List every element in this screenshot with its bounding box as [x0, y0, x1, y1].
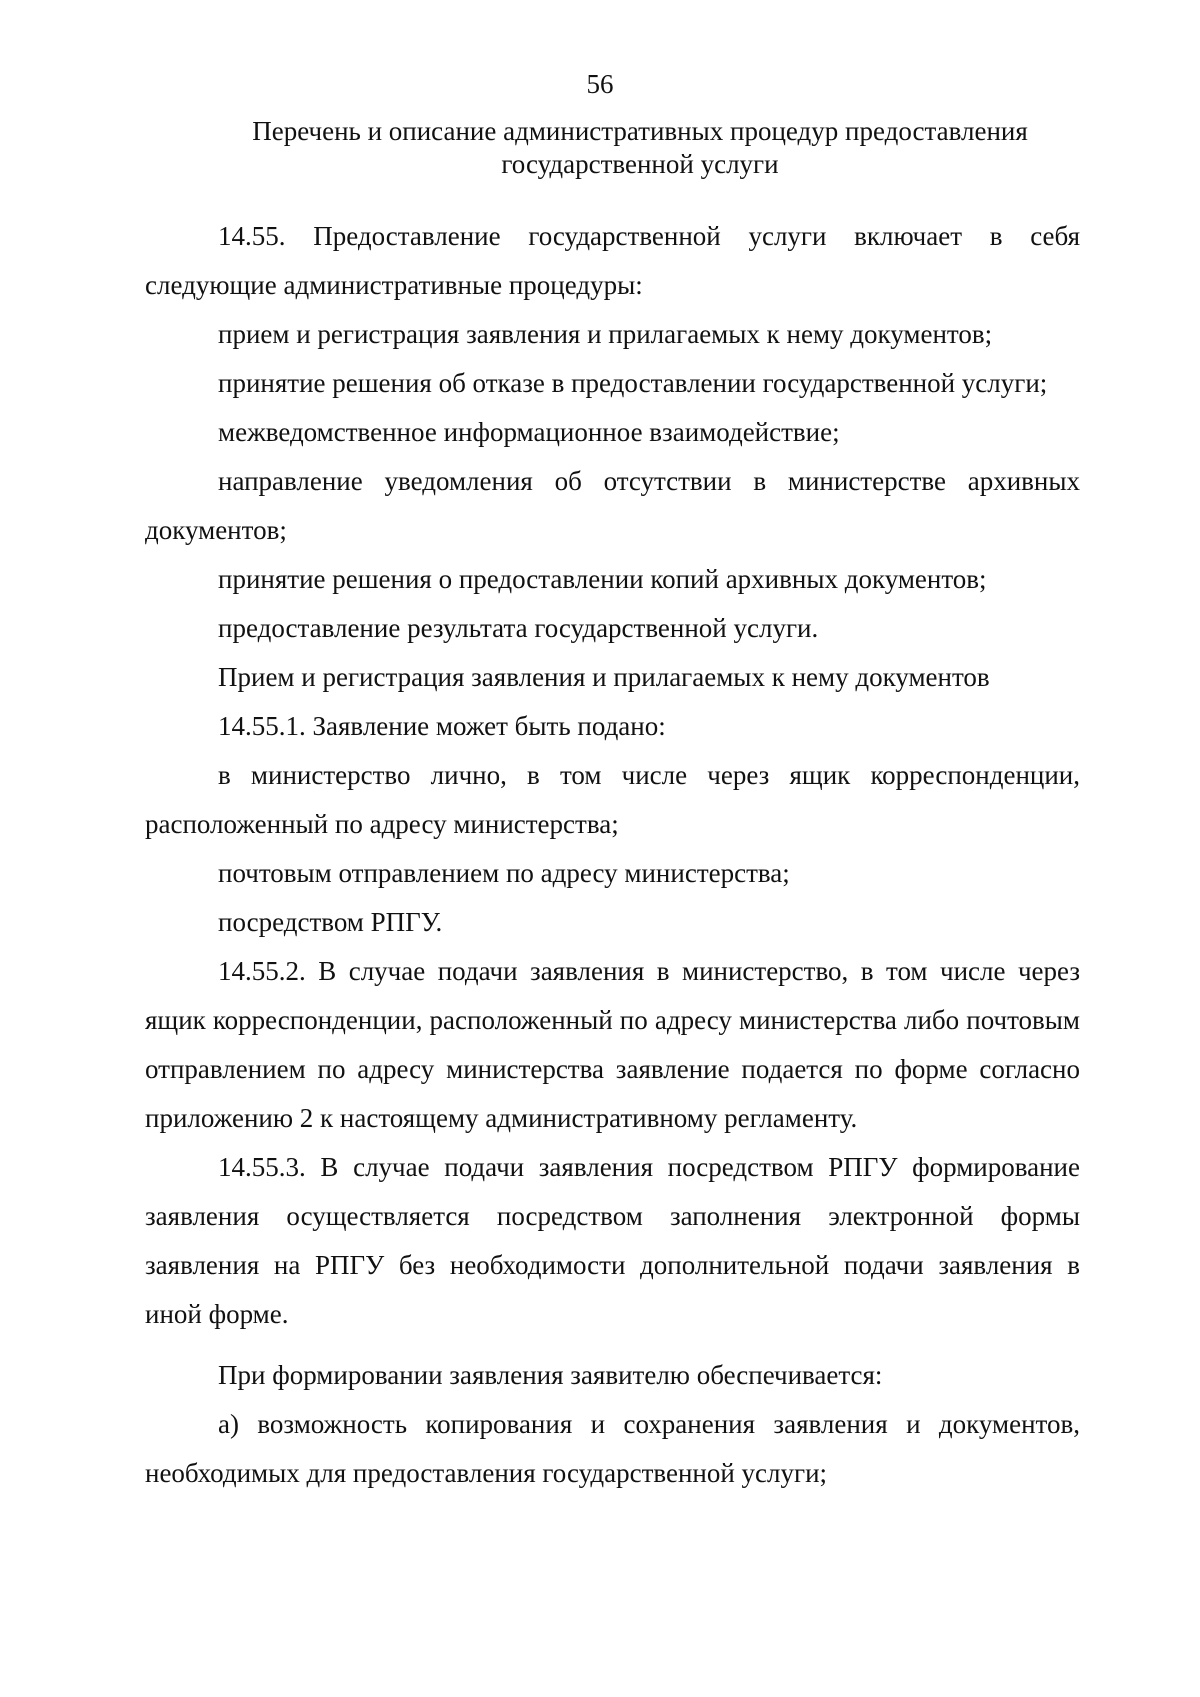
list-item-submission: почтовым отправлением по адресу министерства; [218, 858, 790, 888]
list-item-a: а) возможность копирования и сохранения заявления и документов, необходимых для предоставления государственной услуги; [145, 1409, 1080, 1488]
list-item-procedure: предоставление результата государственной услуги. [218, 613, 819, 643]
section-heading: Перечень и описание административных процедур предоставления государственной услуги [252, 116, 1028, 179]
page-number: 56 [586, 69, 614, 99]
paragraph-14-55-1: 14.55.1. Заявление может быть подано: [218, 711, 666, 741]
list-item-procedure: межведомственное информационное взаимодействие; [218, 417, 840, 447]
list-item-procedure: принятие решения о предоставлении копий архивных документов; [218, 564, 987, 594]
list-item-procedure: принятие решения об отказе в предоставлении государственной услуги; [218, 368, 1048, 398]
paragraph-14-55-3: 14.55.3. В случае подачи заявления посредством РПГУ формирование заявления осуществляется посредством заполнения электронной формы заявления на РПГУ без необходимости дополнительной подачи заявления в иной форме. [145, 1152, 1080, 1329]
list-item-submission: в министерство лично, в том числе через ящик корреспонденции, расположенный по адресу министерства; [145, 760, 1080, 839]
paragraph-form-provision: При формировании заявления заявителю обеспечивается: [218, 1360, 883, 1390]
subsection-title: Прием и регистрация заявления и прилагаемых к нему документов [218, 662, 990, 692]
list-item-procedure: прием и регистрация заявления и прилагаемых к нему документов; [218, 319, 993, 349]
paragraph-14-55-2: 14.55.2. В случае подачи заявления в министерство, в том числе через ящик корреспонденции, расположенный по адресу министерства либо почтовым отправлением по адресу министерства заявление подается по форме согласно приложению 2 к настоящему административному регламенту. [145, 956, 1080, 1133]
list-item-submission: посредством РПГУ. [218, 907, 443, 937]
paragraph-14-55: 14.55. Предоставление государственной услуги включает в себя следующие административные процедуры: [145, 221, 1080, 300]
list-item-procedure: направление уведомления об отсутствии в министерстве архивных документов; [145, 466, 1080, 545]
document-body [145, 212, 1080, 1498]
